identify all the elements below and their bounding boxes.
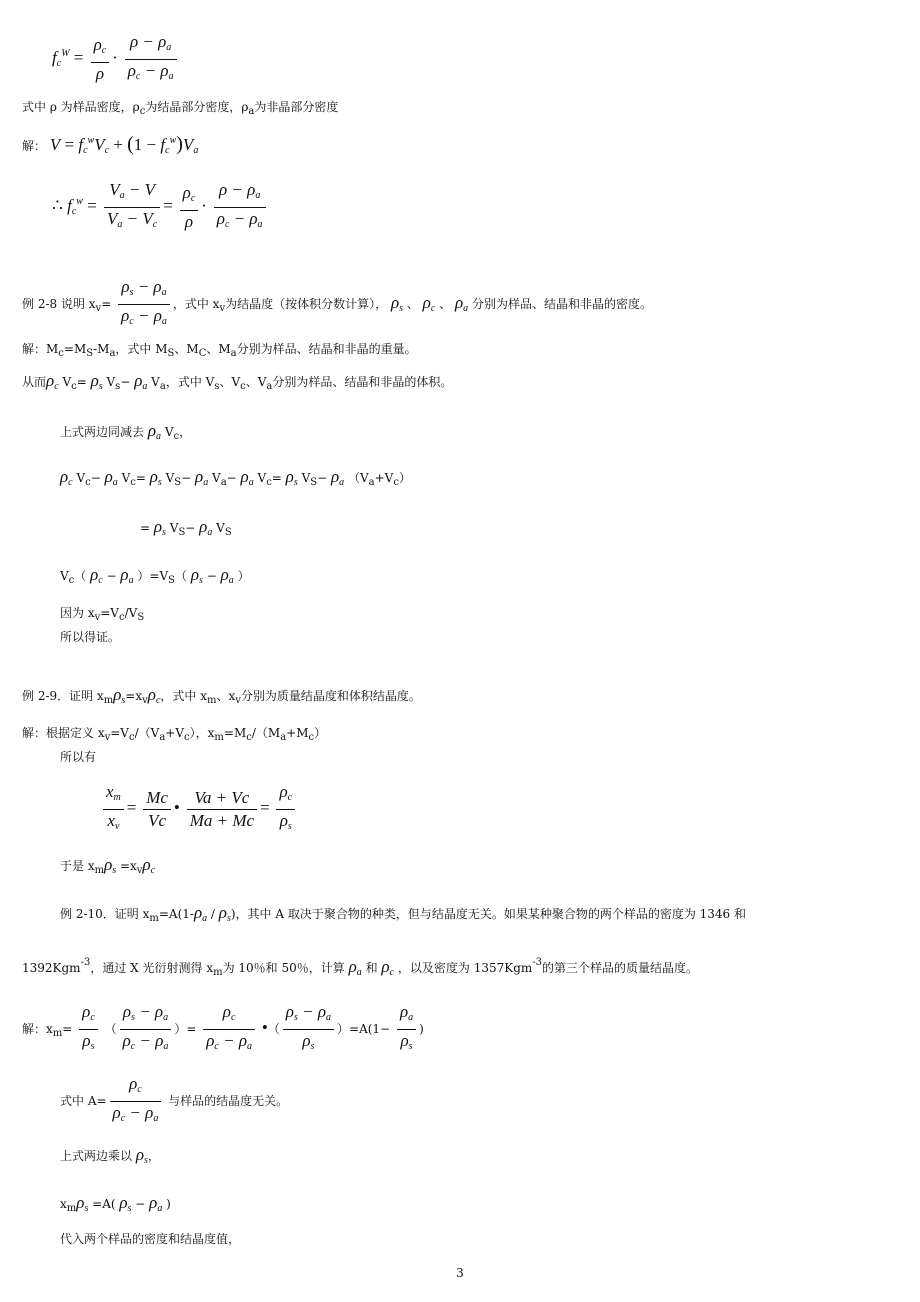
because-line: 因为 $x_v=V_c/V_S$ [60,606,145,623]
solution-2-10-formula: 解：$x_m=$ $\frac{\rho_c}{\rho_s}$ （ $\frac{\rho_s - \rho_a}{\rho_c - \rho_a}$ ）= $\frac{\rho_c}{\rho_c - \rho_a}$ •（ $\frac{\rho_s - \rho_a}{\rho_s}$ ）=A(1− $\frac{\rho_a}{\rho_s}$ ) [22,1002,424,1052]
qed-line: 所以得证。 [60,630,121,644]
example-2-10-line2: 1392Kgm$^{-3}$，通过 X 光衍射测得 $x_m$为 10％和 50％，计算 $\rho_a$ 和 $\rho_c$ ，以及密度为 1357Kgm$^{-3}$的第三个样品的质量结晶度。 [22,957,699,978]
xm-rho-s-equation: $x_m\rho_s =A$( $\rho_s - \rho_a$ ) [60,1193,171,1214]
derivation-1: $\rho_c$ $V_c- \rho_a$ $V_c= \rho_s$ $V_S- \rho_a$ $V_a- \rho_a$ $V_c= \rho_s$ $V_S- \rho_a$ $(V_a+V_c)$ [60,467,411,488]
solution-volume: 解： $V = f_c^wV_c + (1 - f_c^w)V_a$ [22,133,199,156]
solution-2-8-volume: 从而$\rho_c$ $V_c= \rho_s$ $V_s- \rho_a$ $V_a$，式中 $V_s$、$V_c$、$V_a$分别为样品、结晶和非晶的体积。 [22,371,453,392]
example-2-10-line1: 例 2-10．证明 $x_m=A(1-\rho_a / \rho_s)$，其中 A 取决于聚合物的种类，但与结晶度无关。如果某种聚合物的两个样品的密度为 1346 和 [60,903,747,924]
formula-xm-xv: $\frac{x_m}{x_v}$ = $\frac{Mc}{Vc}$ • $\frac{Va + Vc}{Ma + Mc}$ = $\frac{\rho_c}{\rho_s}$ [100,782,298,837]
page-number: 3 [456,1266,464,1280]
solution-2-8-mass: 解：$M_c=M_S-M_a$，式中 $M_S$、$M_C$、$M_a$分别为样品、结晶和非晶的重量。 [22,342,417,359]
definition-line: 式中 ρ 为样品密度，$\rho_c$为结晶部分密度，$\rho_a$为非晶部分密度 [22,100,339,117]
where-A: 式中 A= $\frac{\rho_c}{\rho_c - \rho_a}$ 与样品的结晶度无关。 [60,1074,289,1124]
substitute-line: 代入两个样品的密度和结晶度值， [60,1232,241,1246]
example-2-9: 例 2-9．证明 $x_m\rho_s=x_v\rho_c$，式中 $x_m$、$x_v$分别为质量结晶度和体积结晶度。 [22,685,421,706]
formula-fcw: $f_c^W$ = $\frac{\rho_c}{\rho}$ · $\frac{\rho - \rho_a}{\rho_c - \rho_a}$ [52,32,180,87]
derivation-3: $V_c$（ $\rho_c - \rho_a$ ）$=V_S$（ $\rho_s - \rho_a$ ） [60,565,250,586]
solution-2-9-def: 解：根据定义 $x_v=V_c/(V_a+V_c)$，$x_m=M_c/(M_a+M_c)$ [22,726,327,743]
subtract-line: 上式两边同减去 $\rho_a$ $V_c$， [60,421,192,442]
so-have: 所以有 [60,750,97,764]
multiply-line: 上式两边乘以 $\rho_s$， [60,1145,160,1166]
derivation-2: = $\rho_s$ $V_S- \rho_a$ $V_S$ [140,517,232,538]
therefore-xm: 于是 $x_m\rho_s =x_v\rho_c$ [60,855,156,876]
example-2-8: 例 2-8 说明 $x_v=$ $\frac{\rho_s - \rho_a}{\rho_c - \rho_a}$ ，式中 $x_v$为结晶度（按体积分数计算）， $\rho_s$ 、 $\rho_c$ 、 $\rho_a$ 分别为样品、结晶和非晶的密度。 [22,277,652,327]
formula-therefore: ∴ $f_c^w$ = $\frac{V_a - V}{V_a - V_c}$ = $\frac{\rho_c}{\rho}$ · $\frac{\rho - \rho_a}{\rho_c - \rho_a}$ [52,180,269,235]
